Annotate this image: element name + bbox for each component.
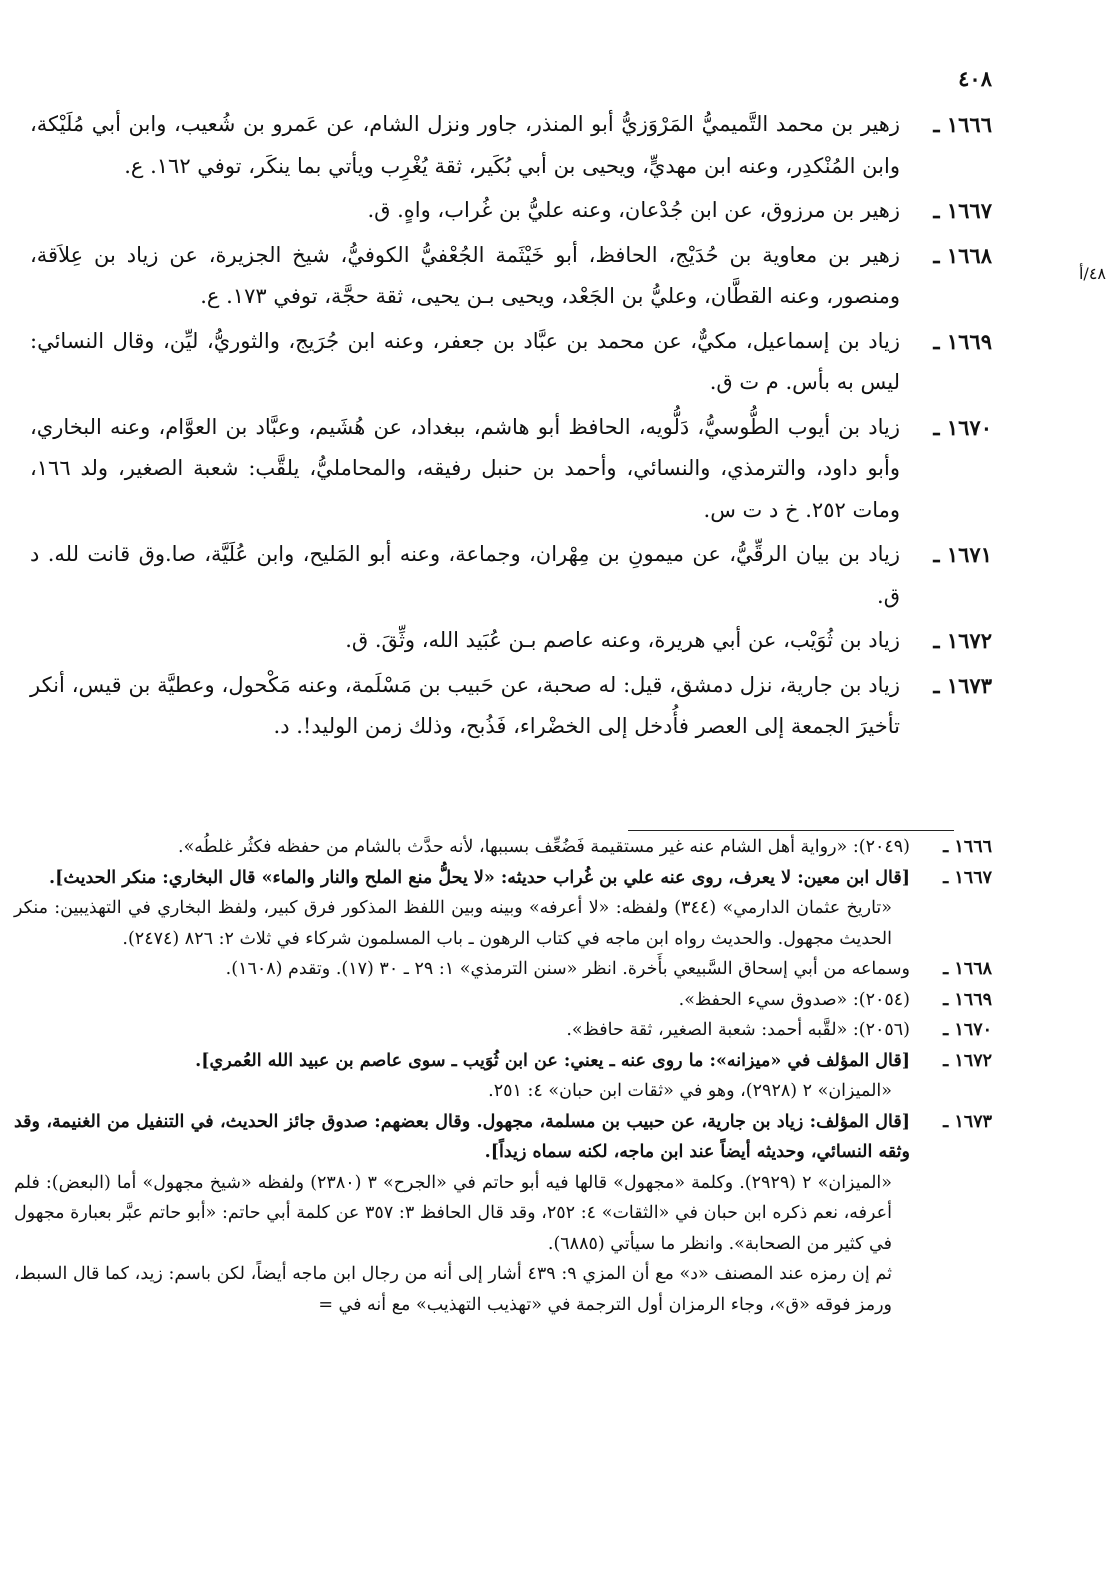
footnote-1673-continuation: ثم إن رمزه عند المصنف «د» مع أن المزي ٩: ٤٣٩ أشار إلى أنه من رجال ابن ماجه أيضاً، لكن باسم: زيد، كما قال السبط، ورمز فوقه «ق»، وجاء الرمزان أول الترجمة في «تهذيب التهذيب» مع أنه في =	[14, 1264, 892, 1315]
entry-1670	[30, 407, 992, 532]
entry-text: زياد بن ثُوَيْب، عن أبي هريرة، وعنه عاصم بـن عُبَيد الله، وثِّقَ. ق.	[345, 628, 900, 652]
entry-number: ١٦٦٨ ـ	[933, 242, 992, 268]
footnote-1666	[14, 832, 992, 863]
footnote-1667-source: «تاريخ عثمان الدارمي» (٣٤٤) ولفظه: «لا أعرفه» وبينه وبين اللفظ المذكور فرق كبير، ولفظ البخاري في التهذيبين: منكر الحديث مجهول. والحديث رواه ابن ماجه في كتاب الرهون ـ باب المسلمون شركاء في ثلاث ٢: ٨٢٦ (٢٤٧٤).	[14, 898, 892, 949]
footnote-text: (٢٠٤٩): «رواية أهل الشام عنه غير مستقيمة فَضُعِّف بسببها، لأنه حدَّث بالشام من حفظه فكثُر غلطُه».	[178, 837, 910, 857]
footnote-divider	[628, 830, 954, 831]
footnote-text: (٢٠٥٤): «صدوق سيء الحفظ».	[678, 989, 910, 1010]
entry-text: زياد بن إسماعيل، مكيٌّ، عن محمد بن عبَّاد بن جعفر، وعنه ابن جُرَيج، والثوريُّ، ليِّن، وقال النسائي: ليس به بأس. م ت ق.	[30, 328, 900, 394]
footnote-number: ١٦٦٨ ـ	[943, 959, 992, 979]
footnote-number: ١٦٧٢ ـ	[943, 1050, 992, 1071]
footnote-text: [قال المؤلف: زياد بن جارية، عن حبيب بن مسلمة، مجهول. وقال بعضهم: صدوق جائز الحديث، في التنفيل من الغنيمة، وقد وثقه النسائي، وحديثه أيضاً عند ابن ماجه، لكنه سماه زيداً].	[14, 1111, 910, 1162]
footnote-number: ١٦٧٣ ـ	[943, 1111, 992, 1132]
entry-1672	[30, 620, 992, 662]
footnote-text: (٢٠٥٦): «لقَّبه أحمد: شعبة الصغير، ثقة حافظ».	[566, 1020, 910, 1040]
manuscript-folio-marker: ٤٨/أ	[1078, 264, 1106, 283]
entry-text: زياد بن جارية، نزل دمشق، قيل: له صحبة، عن حَبيب بن مَسْلَمة، وعنه مَكْحول، وعطيَّة بن قيس، أنكر تأخيرَ الجمعة إلى العصر فأُدخل إلى الخضْراء، فَذُبح، وذلك زمن الوليد!. د.	[30, 672, 900, 738]
footnote-1668	[14, 954, 992, 985]
footnote-number: ١٦٦٩ ـ	[943, 989, 992, 1010]
entry-text: زياد بن أيوب الطُّوسيُّ، دَلُّويه، الحافظ أبو هاشم، ببغداد، عن هُشَيم، وعبَّاد بن العوَّام، وعنه البخاري، وأبو داود، والترمذي، والنسائي، وأحمد بن حنبل رفيقه، والمحامليُّ، يلقَّب: شعبة الصغير، ولد ١٦٦، ومات ٢٥٢. خ د ت س.	[30, 414, 900, 522]
entry-1666	[30, 104, 992, 187]
entry-1673	[30, 665, 992, 748]
footnote-1672	[14, 1046, 992, 1077]
footnote-1673-source: «الميزان» ٢ (٢٩٢٩). وكلمة «مجهول» قالها فيه أبو حاتم في «الجرح» ٣ (٢٣٨٠) ولفظه «شيخ مجهول» أما (البعض): فلم أعرفه، نعم ذكره ابن حبان في «الثقات» ٤: ٢٥٢، وقد قال الحافظ ٣: ٣٥٧ عن كلمة أبي حاتم: «أبو حاتم عبَّر بعبارة مجهول في كثير من الصحابة». وانظر ما سيأتي (٦٨٨٥).	[14, 1172, 893, 1254]
footnote-number: ١٦٦٦ ـ	[943, 837, 992, 857]
entry-number: ١٦٦٦ ـ	[933, 112, 992, 137]
footnote-text: [قال ابن معين: لا يعرف، روى عنه علي بن غُراب حديثه: «لا يحلُّ منع الملح والنار والماء» قال البخاري: منكر الحديث].	[49, 867, 910, 888]
footnotes	[14, 832, 992, 1320]
entry-text: زهير بن معاوية بن حُدَيْج، الحافظ، أبو خَيْثَمة الجُعْفيُّ الكوفيُّ، شيخ الجزيرة، عن زياد بن عِلاَقة، ومنصور، وعنه القطَّان، وعليُّ بن الجَعْد، ويحيى بـن يحيى، ثقة حجَّة، توفي ١٧٣. ع.	[30, 242, 900, 308]
footnote-text: وسماعه من أبي إسحاق السَّبيعي بأَخرة. انظر «سنن الترمذي» ١: ٢٩ ـ ٣٠ (١٧). وتقدم (١٦٠٨).	[225, 959, 910, 979]
footnote-1667	[14, 863, 992, 894]
footnote-number: ١٦٧٠ ـ	[943, 1020, 992, 1040]
entry-1669	[30, 321, 992, 404]
main-text	[30, 104, 992, 751]
entry-1668	[30, 235, 992, 318]
entry-text: زياد بن بيان الرقِّيُّ، عن ميمونِ بن مِهْران، وجماعة، وعنه أبو المَليح، وابن عُلَيَّة، صا.وق قانت لله. د ق.	[30, 542, 901, 608]
footnote-text: [قال المؤلف في «ميزانه»: ما روى عنه ـ يعني: عن ابن ثُوَيب ـ سوى عاصم بن عبيد الله العُمري].	[195, 1050, 910, 1071]
entry-number: ١٦٦٧ ـ	[933, 198, 992, 223]
footnote-number: ١٦٦٧ ـ	[943, 867, 992, 888]
footnote-1672-source: «الميزان» ٢ (٢٩٢٨)، وهو في «ثقات ابن حبان» ٤: ٢٥١.	[488, 1081, 892, 1101]
entry-number: ١٦٧٠ ـ	[933, 414, 992, 440]
footnote-1670	[14, 1015, 992, 1046]
entry-number: ١٦٦٩ ـ	[933, 328, 992, 354]
footnote-1669	[14, 985, 992, 1016]
entry-1671	[30, 534, 992, 617]
entry-1667	[30, 190, 992, 232]
page-number: ٤٠٨	[958, 66, 992, 91]
footnote-1673	[14, 1107, 992, 1168]
entry-number: ١٦٧٣ ـ	[933, 672, 992, 698]
entry-number: ١٦٧٢ ـ	[933, 628, 992, 653]
entry-number: ١٦٧١ ـ	[933, 542, 992, 567]
entry-text: زهير بن محمد التَّميميُّ المَرْوَزيُّ أبو المنذر، جاور ونزل الشام، عن عَمرو بن شُعيب، وابن أبي مُلَيْكة، وابن المُنْكدِر، وعنه ابن مهديٍّ، ويحيى بن أبي بُكَير، ثقة يُغْرِب ويأتي بما ينكَر، توفي ١٦٢. ع.	[30, 112, 900, 178]
entry-text: زهير بن مرزوق، عن ابن جُدْعان، وعنه عليُّ بن غُراب، واهٍ. ق.	[367, 198, 900, 222]
